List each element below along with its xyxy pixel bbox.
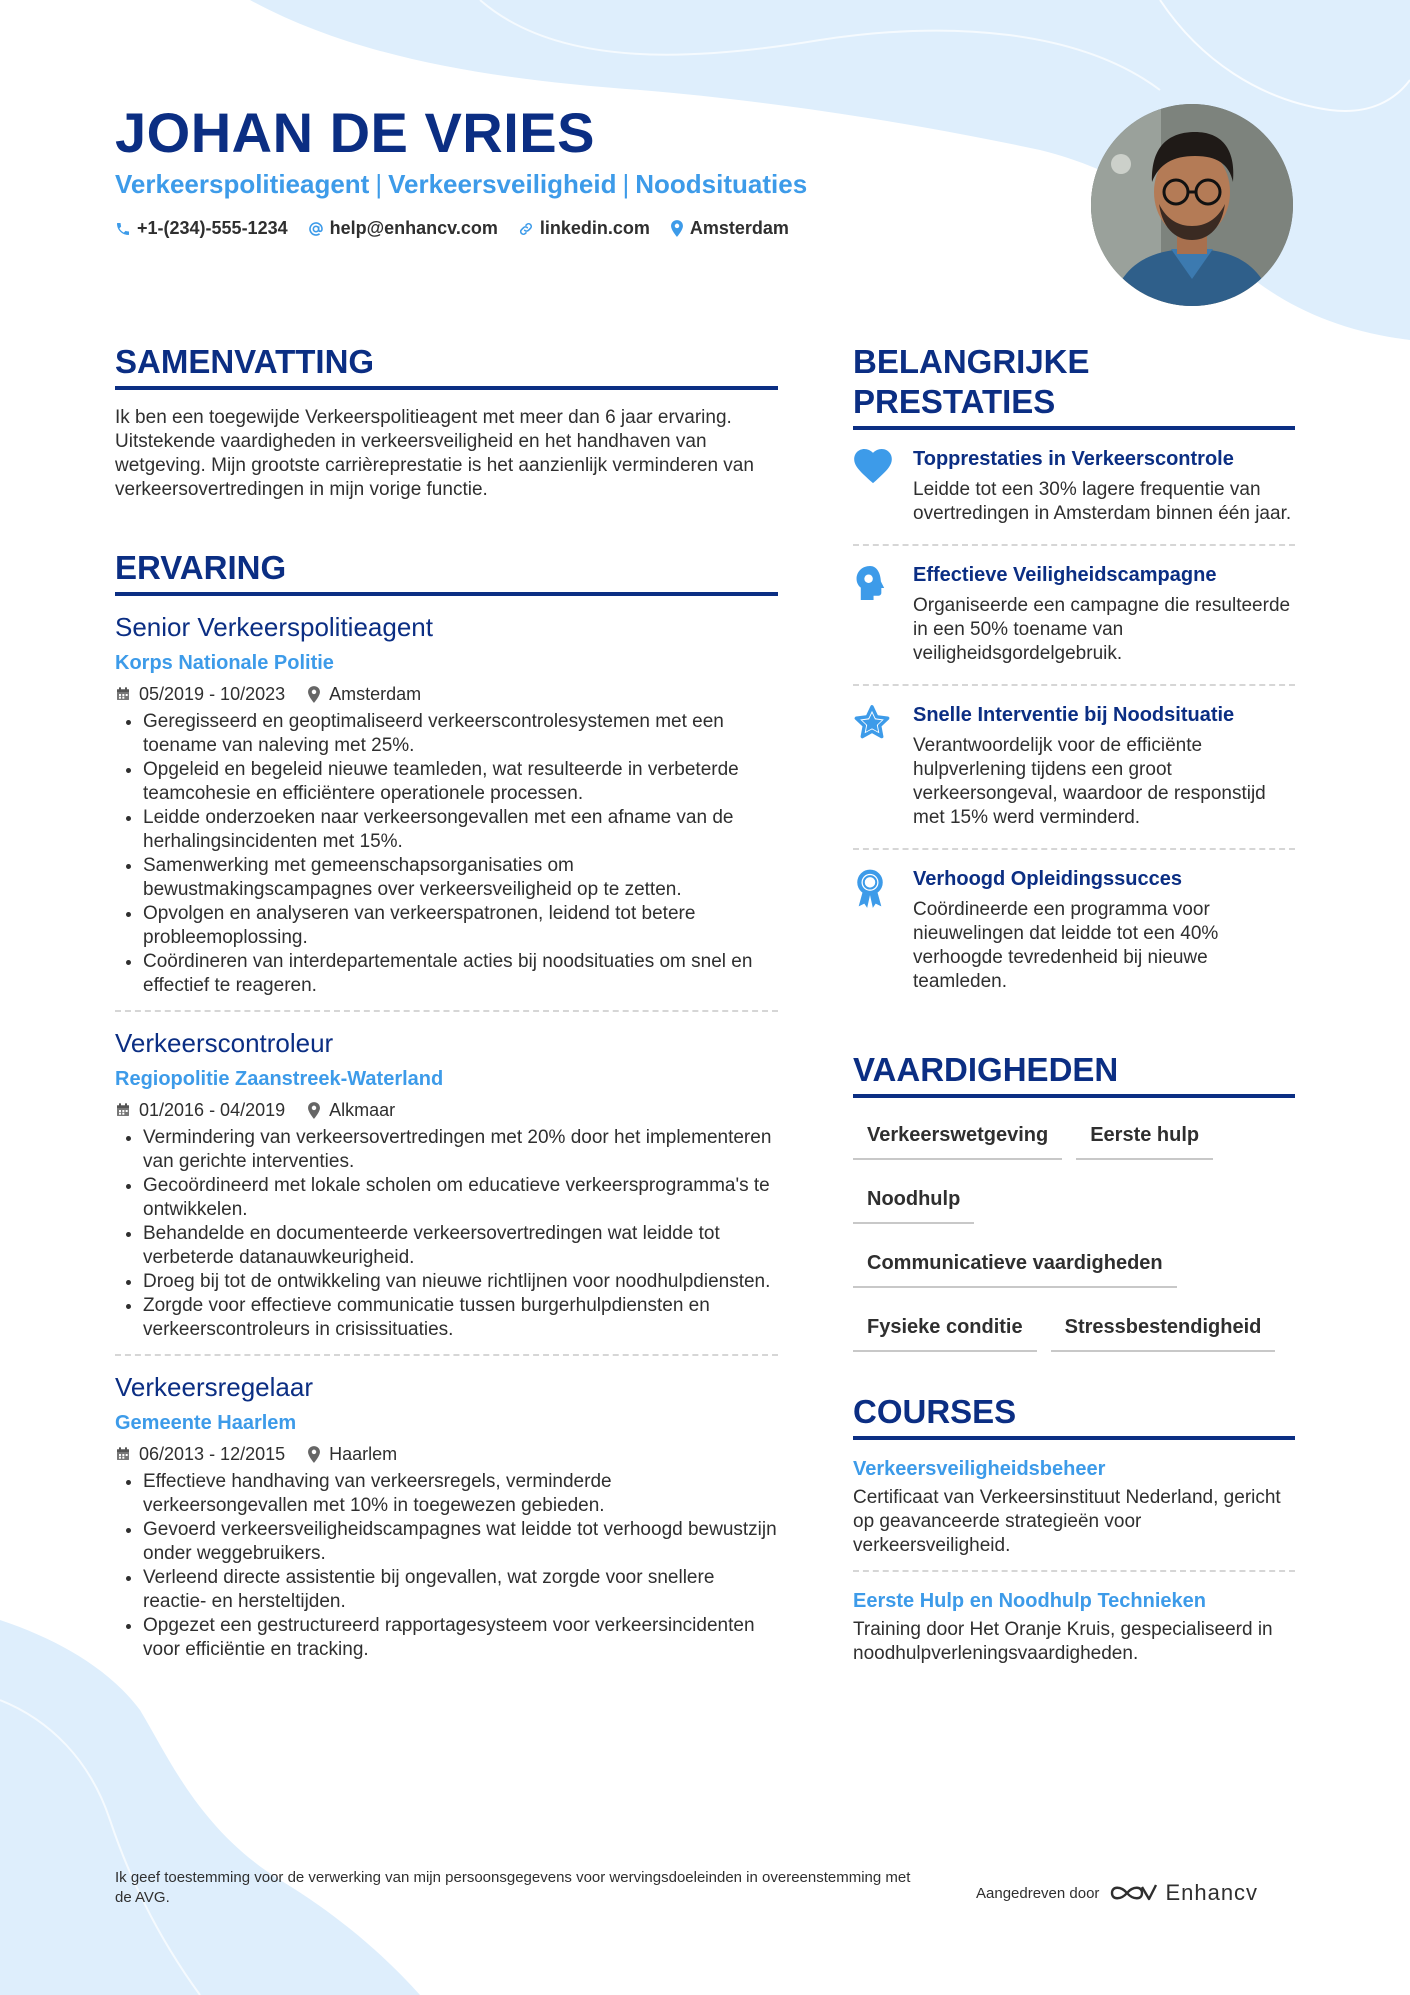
job-meta bbox=[115, 1098, 778, 1122]
achievement-text: Coördineerde een programma voor nieuwelingen dat leidde tot een 40% verhoogde tevredenheid bij nieuwe teamleden. bbox=[913, 899, 1219, 992]
headline-focus: Verkeersveiligheid bbox=[388, 169, 617, 199]
achievement-title: Verhoogd Opleidingssucces bbox=[913, 868, 1182, 890]
contact-email[interactable] bbox=[308, 218, 498, 239]
achievements-title: BELANGRIJKE PRESTATIES bbox=[853, 342, 1295, 430]
job-location: Alkmaar bbox=[329, 1100, 396, 1120]
bullet-item: • Opgeleid en begeleid nieuwe teamleden, wat resulteerde in verbeterde teamcohesie en efficiëntere operationele processen. bbox=[143, 758, 778, 806]
skill-tag: Communicatieve vaardigheden bbox=[853, 1244, 1177, 1288]
achievement-title: Topprestaties in Verkeerscontrole bbox=[913, 448, 1234, 470]
bullet-item: • Gecoördineerd met lokale scholen om educatieve verkeersprogramma's te ontwikkelen. bbox=[143, 1174, 778, 1222]
experience-item bbox=[115, 610, 778, 1012]
medal-icon bbox=[853, 868, 887, 908]
job-location: Amsterdam bbox=[329, 684, 422, 704]
skill-tag: Verkeerswetgeving bbox=[853, 1116, 1062, 1160]
star-icon bbox=[853, 704, 891, 740]
bullet-item: • Opvolgen en analyseren van verkeerspatronen, leidend tot betere probleemoplossing. bbox=[143, 902, 778, 950]
bullet-item: • Effectieve handhaving van verkeersregels, verminderde verkeersongevallen met 10% in toegewezen gebieden. bbox=[143, 1470, 778, 1518]
skill-tag: Fysieke conditie bbox=[853, 1308, 1037, 1352]
job-company: Korps Nationale Politie bbox=[115, 652, 334, 674]
bullet-item: • Coördineren van interdepartementale acties bij noodsituaties om snel en effectief te reageren. bbox=[143, 950, 778, 998]
consent-note: Ik geef toestemming voor de verwerking van mijn persoonsgegevens voor wervingsdoeleinden in overeenstemming met de AVG. bbox=[115, 1869, 911, 1906]
headline bbox=[115, 166, 807, 202]
course-title: Verkeersveiligheidsbeheer bbox=[853, 1458, 1106, 1480]
enhancv-logo-icon bbox=[1109, 1880, 1159, 1906]
phone-icon bbox=[115, 221, 131, 237]
job-dates: 01/2016 - 04/2019 bbox=[139, 1100, 286, 1120]
bullet-item: • Behandelde en documenteerde verkeersovertredingen wat leidde tot verbeterde datanauwkeurigheid. bbox=[143, 1222, 778, 1270]
course-item bbox=[853, 1588, 1295, 1666]
divider bbox=[115, 1010, 778, 1012]
experience-item bbox=[115, 1370, 778, 1662]
achievement-item bbox=[853, 850, 1295, 1012]
skills-title: VAARDIGHEDEN bbox=[853, 1050, 1295, 1098]
course-title: Eerste Hulp en Noodhulp Technieken bbox=[853, 1590, 1207, 1612]
job-role: Verkeersregelaar bbox=[115, 1372, 313, 1402]
summary-title: SAMENVATTING bbox=[115, 342, 778, 390]
brand-name: Enhancv bbox=[1165, 1880, 1259, 1905]
candidate-name: JOHAN DE VRIES bbox=[115, 101, 595, 164]
job-bullets bbox=[115, 710, 778, 998]
location-pin-icon bbox=[670, 220, 684, 237]
bullet-item: • Samenwerking met gemeenschapsorganisaties om bewustmakingscampagnes over verkeersveiligheid op te zetten. bbox=[143, 854, 778, 902]
bullet-item: • Droeg bij tot de ontwikkeling van nieuwe richtlijnen voor noodhulpdiensten. bbox=[143, 1270, 778, 1294]
heart-icon bbox=[853, 448, 893, 484]
head-icon bbox=[853, 564, 887, 602]
achievement-title: Effectieve Veiligheidscampagne bbox=[913, 564, 1217, 586]
job-meta bbox=[115, 682, 778, 706]
job-bullets bbox=[115, 1470, 778, 1662]
achievement-item bbox=[853, 686, 1295, 850]
course-text: Certificaat van Verkeersinstituut Nederland, gericht op geavanceerde strategieën voor verkeersveiligheid. bbox=[853, 1487, 1281, 1556]
job-bullets bbox=[115, 1126, 778, 1342]
headline-separator: | bbox=[375, 169, 383, 199]
job-company: Gemeente Haarlem bbox=[115, 1412, 297, 1434]
course-item bbox=[853, 1456, 1295, 1572]
calendar-icon bbox=[115, 1102, 131, 1118]
powered-by[interactable] bbox=[976, 1880, 1258, 1906]
headline-role: Verkeerspolitieagent bbox=[115, 169, 370, 199]
achievement-text: Leidde tot een 30% lagere frequentie van overtredingen in Amsterdam binnen één jaar. bbox=[913, 479, 1292, 524]
job-location: Haarlem bbox=[329, 1444, 398, 1464]
email-text: help@enhancv.com bbox=[329, 218, 498, 238]
calendar-icon bbox=[115, 1446, 131, 1462]
divider bbox=[853, 1570, 1295, 1572]
bullet-item: • Geregisseerd en geoptimaliseerd verkeerscontrolesystemen met een toename van naleving met 25%. bbox=[143, 710, 778, 758]
job-company: Regiopolitie Zaanstreek-Waterland bbox=[115, 1068, 444, 1090]
link-icon bbox=[518, 221, 534, 237]
achievement-title: Snelle Interventie bij Noodsituatie bbox=[913, 704, 1235, 726]
linkedin-text: linkedin.com bbox=[539, 218, 650, 238]
bullet-item: • Zorgde voor effectieve communicatie tussen burgerhulpdiensten en verkeerscontroleurs in crisissituaties. bbox=[143, 1294, 778, 1342]
location-pin-icon bbox=[307, 686, 321, 703]
bullet-item: • Verleend directe assistentie bij ongevallen, wat zorgde voor snellere reactie- en hersteltijden. bbox=[143, 1566, 778, 1614]
powered-by-label: Aangedreven door bbox=[976, 1884, 1100, 1902]
contact-location bbox=[670, 218, 789, 239]
courses-title: COURSES bbox=[853, 1392, 1295, 1440]
divider bbox=[115, 1354, 778, 1356]
bullet-item: • Vermindering van verkeersovertredingen met 20% door het implementeren van gerichte interventies. bbox=[143, 1126, 778, 1174]
skill-tag: Noodhulp bbox=[853, 1180, 974, 1224]
job-role: Senior Verkeerspolitieagent bbox=[115, 612, 433, 642]
achievement-item bbox=[853, 430, 1295, 546]
job-dates: 05/2019 - 10/2023 bbox=[139, 684, 286, 704]
bullet-item: • Leidde onderzoeken naar verkeersongevallen met een afname van de herhalingsincidenten met 15%. bbox=[143, 806, 778, 854]
summary-text: Ik ben een toegewijde Verkeerspolitieagent met meer dan 6 jaar ervaring. Uitstekende vaardigheden in verkeersveiligheid en het handhaven van wetgeving. Mijn grootste carrièreprestatie is het aanzienlijk verminderen van verkeersovertredingen in mijn vorige functie. bbox=[115, 407, 754, 500]
job-meta bbox=[115, 1442, 778, 1466]
achievements-list bbox=[853, 430, 1295, 1012]
skill-tag: Stressbestendigheid bbox=[1051, 1308, 1276, 1352]
contact-row bbox=[115, 218, 809, 239]
headline-specialty: Noodsituaties bbox=[635, 169, 808, 199]
job-role: Verkeerscontroleur bbox=[115, 1028, 334, 1058]
contact-phone[interactable] bbox=[115, 218, 288, 239]
headline-separator: | bbox=[622, 169, 630, 199]
job-dates: 06/2013 - 12/2015 bbox=[139, 1444, 286, 1464]
right-column bbox=[853, 342, 1295, 1666]
achievement-text: Organiseerde een campagne die resulteerde in een 50% toename van veiligheidsgordelgebruik. bbox=[913, 595, 1291, 664]
location-pin-icon bbox=[307, 1102, 321, 1119]
skills-list bbox=[853, 1116, 1295, 1372]
profile-photo bbox=[1091, 104, 1293, 306]
left-column bbox=[115, 342, 778, 1662]
at-icon bbox=[308, 221, 324, 237]
experience-title: ERVARING bbox=[115, 548, 778, 596]
location-text: Amsterdam bbox=[689, 218, 789, 238]
course-text: Training door Het Oranje Kruis, gespecialiseerd in noodhulpverleningsvaardigheden. bbox=[853, 1619, 1273, 1664]
bullet-item: • Opgezet een gestructureerd rapportagesysteem voor verkeersincidenten voor efficiëntie en tracking. bbox=[143, 1614, 778, 1662]
phone-text: +1-(234)-555-1234 bbox=[137, 218, 288, 238]
contact-linkedin[interactable] bbox=[518, 218, 650, 239]
bullet-item: • Gevoerd verkeersveiligheidscampagnes wat leidde tot verhoogd bewustzijn onder weggebruikers. bbox=[143, 1518, 778, 1566]
location-pin-icon bbox=[307, 1446, 321, 1463]
skill-tag: Eerste hulp bbox=[1076, 1116, 1213, 1160]
experience-item bbox=[115, 1026, 778, 1356]
calendar-icon bbox=[115, 686, 131, 702]
achievement-item bbox=[853, 546, 1295, 686]
achievement-text: Verantwoordelijk voor de efficiënte hulpverlening tijdens een groot verkeersongeval, waardoor de responstijd met 15% werd verminderd. bbox=[913, 735, 1266, 828]
